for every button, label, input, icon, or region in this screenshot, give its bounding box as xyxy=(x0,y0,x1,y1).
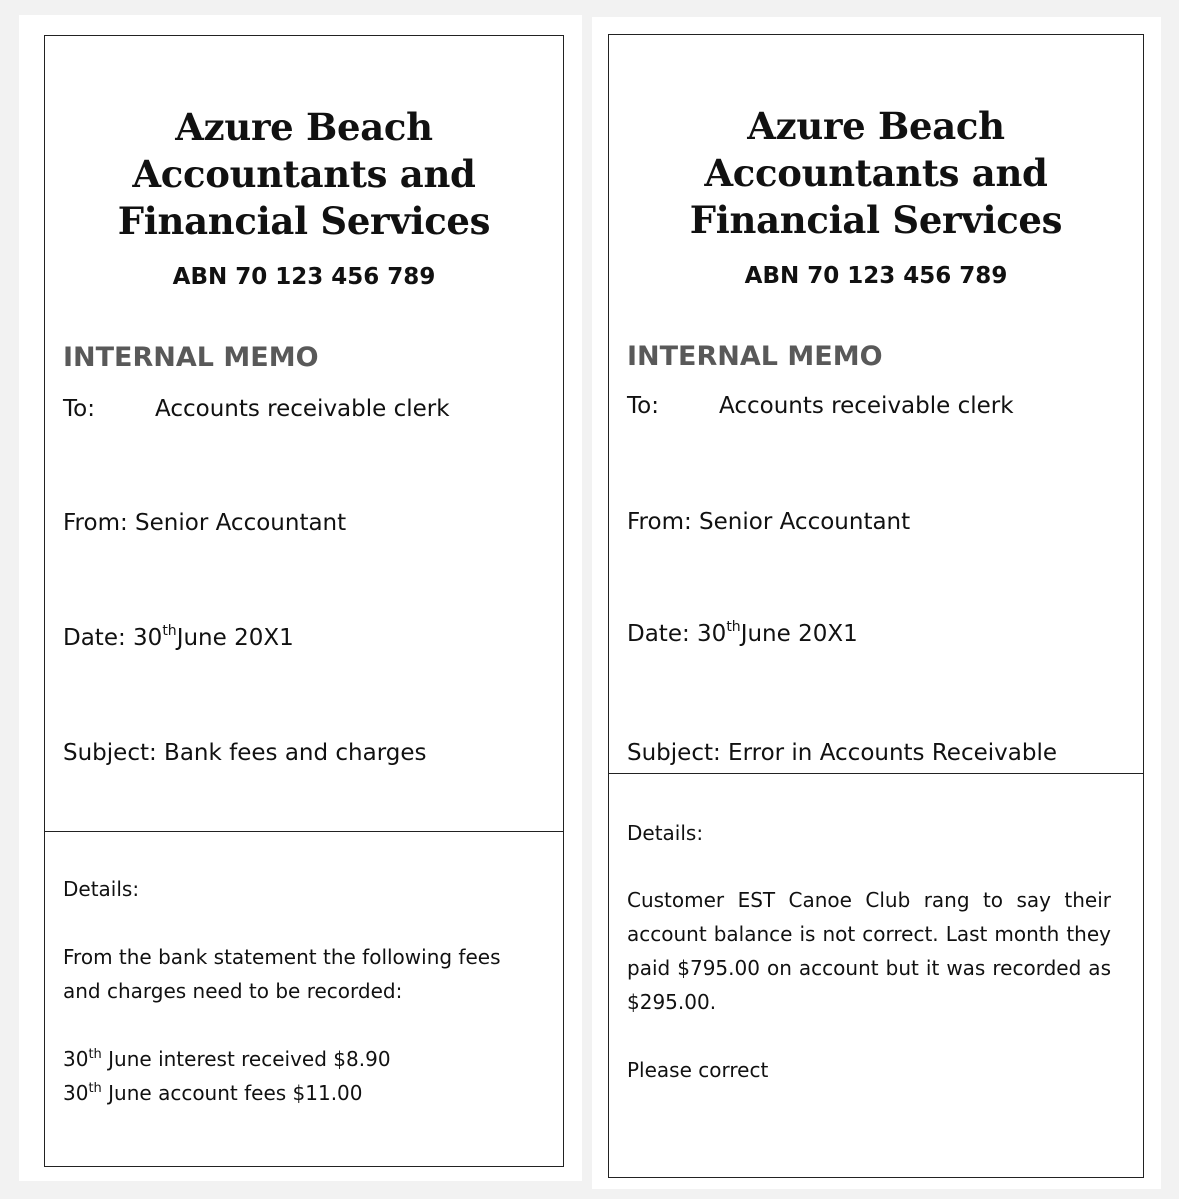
memo-title: INTERNAL MEMO xyxy=(63,342,319,373)
details-text: From the bank statement the following fees and charges need to be recorded: xyxy=(63,945,501,1003)
company-name-line2: Accountants and xyxy=(704,151,1048,195)
date-row xyxy=(63,625,294,651)
fee-line-interest-ordinal: th xyxy=(88,1047,102,1062)
subject-row: Subject: Error in Accounts Receivable xyxy=(627,740,1057,766)
company-name-line1: Azure Beach xyxy=(175,105,433,149)
abn-number: ABN 70 123 456 789 xyxy=(744,263,1008,289)
date-prefix: Date: 30 xyxy=(627,621,727,647)
date-suffix: June 20X1 xyxy=(176,625,294,651)
memo-sheet-left xyxy=(19,15,582,1181)
fee-line-account xyxy=(63,1076,533,1110)
date-prefix: Date: 30 xyxy=(63,625,163,651)
company-name xyxy=(45,104,563,245)
from-row: From: Senior Accountant xyxy=(63,510,347,536)
memo-title: INTERNAL MEMO xyxy=(627,341,883,372)
to-row xyxy=(627,393,1014,419)
memo-header-left xyxy=(45,36,563,832)
fee-line-account-day: 30 xyxy=(63,1081,89,1105)
fee-line-interest xyxy=(63,1042,533,1076)
closing-text: Please correct xyxy=(627,1058,769,1082)
to-value: Accounts receivable clerk xyxy=(719,393,1014,419)
to-row xyxy=(63,396,450,422)
company-name xyxy=(609,103,1143,244)
details-label: Details: xyxy=(63,877,140,901)
date-row xyxy=(627,621,858,647)
memo-header-right xyxy=(609,35,1143,774)
details-text: Customer EST Canoe Club rang to say their account balance is not correct. Last month they paid $795.00 on account but it was recorded as $295.00. xyxy=(627,888,1111,1014)
fee-line-account-text: June account fees $11.00 xyxy=(101,1081,363,1105)
to-label: To: xyxy=(63,396,95,422)
memo-left xyxy=(44,35,564,1167)
company-name-line1: Azure Beach xyxy=(747,104,1005,148)
company-name-line3: Financial Services xyxy=(689,198,1063,242)
date-suffix: June 20X1 xyxy=(740,621,858,647)
to-value: Accounts receivable clerk xyxy=(155,396,450,422)
date-ordinal: th xyxy=(162,623,177,639)
subject-row: Subject: Bank fees and charges xyxy=(63,740,427,766)
fee-line-interest-day: 30 xyxy=(63,1047,89,1071)
to-label: To: xyxy=(627,393,659,419)
fee-line-account-ordinal: th xyxy=(88,1081,102,1096)
memo-sheet-right xyxy=(592,17,1161,1189)
company-name-line3: Financial Services xyxy=(117,199,491,243)
from-row: From: Senior Accountant xyxy=(627,509,911,535)
date-ordinal: th xyxy=(726,619,741,635)
fee-line-interest-text: June interest received $8.90 xyxy=(101,1047,391,1071)
details-label: Details: xyxy=(627,821,704,845)
company-name-line2: Accountants and xyxy=(132,152,476,196)
abn-number: ABN 70 123 456 789 xyxy=(172,264,436,290)
memo-right xyxy=(608,34,1144,1178)
